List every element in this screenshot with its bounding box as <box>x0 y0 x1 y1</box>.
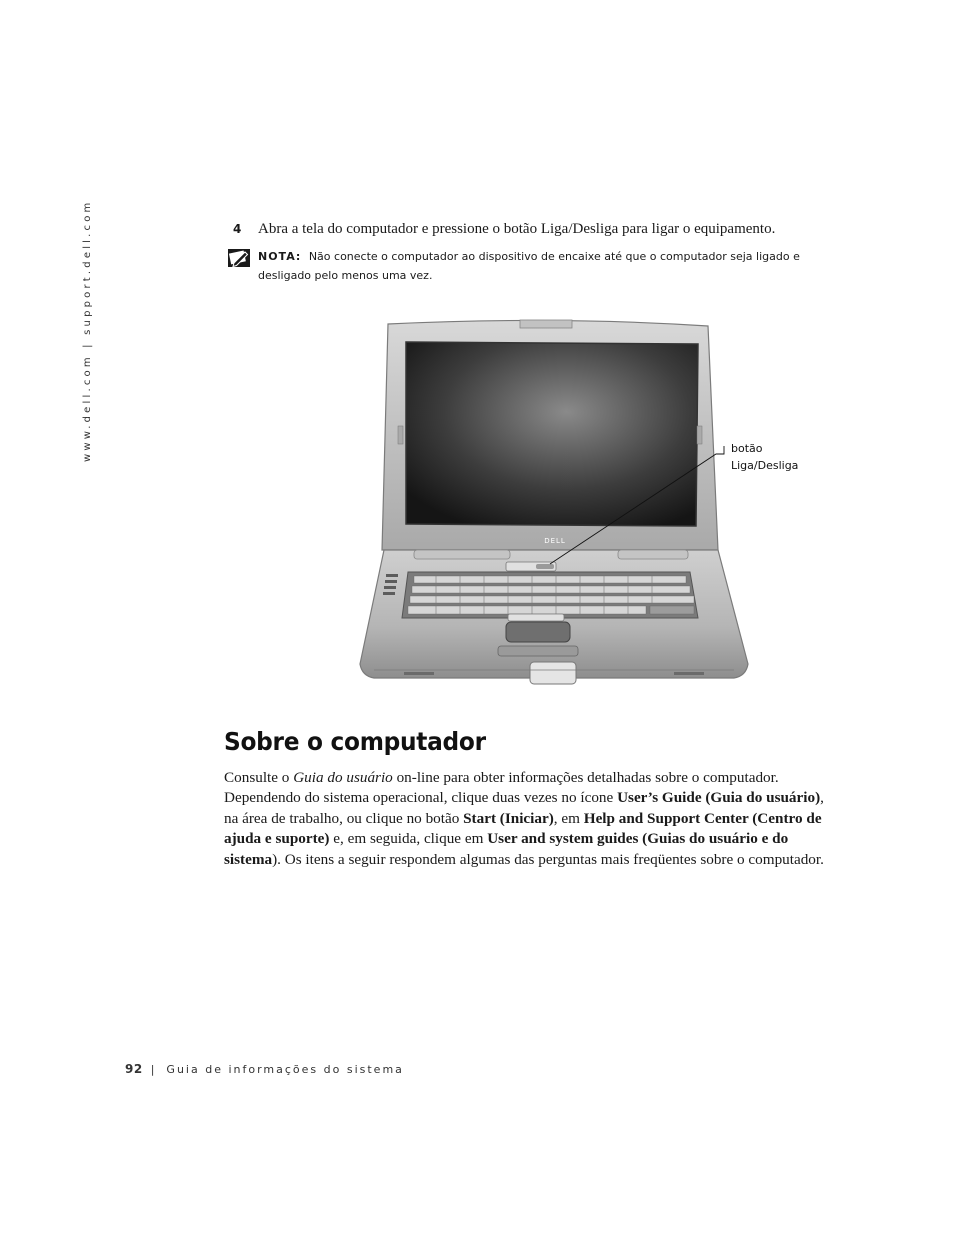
step-number: 4 <box>233 222 242 236</box>
step-text: Abra a tela do computador e pressione o botão Liga/Desliga para ligar o equipamento. <box>258 221 776 237</box>
section-paragraph <box>224 768 824 870</box>
power-button-callout <box>731 440 798 474</box>
page-number: 92 <box>125 1062 143 1076</box>
para-bold-users-guide: User’s Guide (Guia do usuário) <box>617 789 821 807</box>
callout-line-1: botão <box>731 442 763 455</box>
para-text-3: , na área de trabalho, ou clique no botão <box>224 789 824 827</box>
para-text-5: e, em seguida, clique em <box>329 830 488 848</box>
section-title: Sobre o computador <box>224 727 486 756</box>
note-label: NOTA: <box>258 250 302 263</box>
footer-separator: | <box>150 1063 157 1076</box>
note-text: Não conecte o computador ao dispositivo de encaixe até que o computador seja ligado e desligado pelo menos uma vez. <box>258 250 800 282</box>
para-text-6: ). Os itens a seguir respondem algumas das perguntas mais freqüentes sobre o computador. <box>272 850 824 868</box>
page-footer <box>125 1062 404 1076</box>
para-bold-help-center: Help and Support Center (Centro de ajuda e suporte) <box>224 809 822 848</box>
footer-title: Guia de informações do sistema <box>166 1063 404 1076</box>
para-italic-guide: Guia do usuário <box>293 769 393 786</box>
para-text-2: on-line para obter informações detalhadas sobre o computador. Dependendo do sistema operacional, clique duas vezes no ícone <box>224 769 779 807</box>
pencil-note-icon <box>228 249 250 267</box>
para-text-1: Consulte o <box>224 769 294 786</box>
note-body <box>258 247 818 285</box>
para-text-4: , em <box>553 809 584 827</box>
dell-logo: DELL <box>544 537 566 545</box>
para-bold-system-guides: User and system guides (Guias do usuário e do sistema <box>224 830 789 868</box>
para-bold-start: Start (Iniciar) <box>463 809 554 827</box>
sidebar-url: www.dell.com | support.dell.com <box>82 199 93 462</box>
callout-line-2: Liga/Desliga <box>731 459 799 472</box>
laptop-illustration <box>356 318 752 690</box>
